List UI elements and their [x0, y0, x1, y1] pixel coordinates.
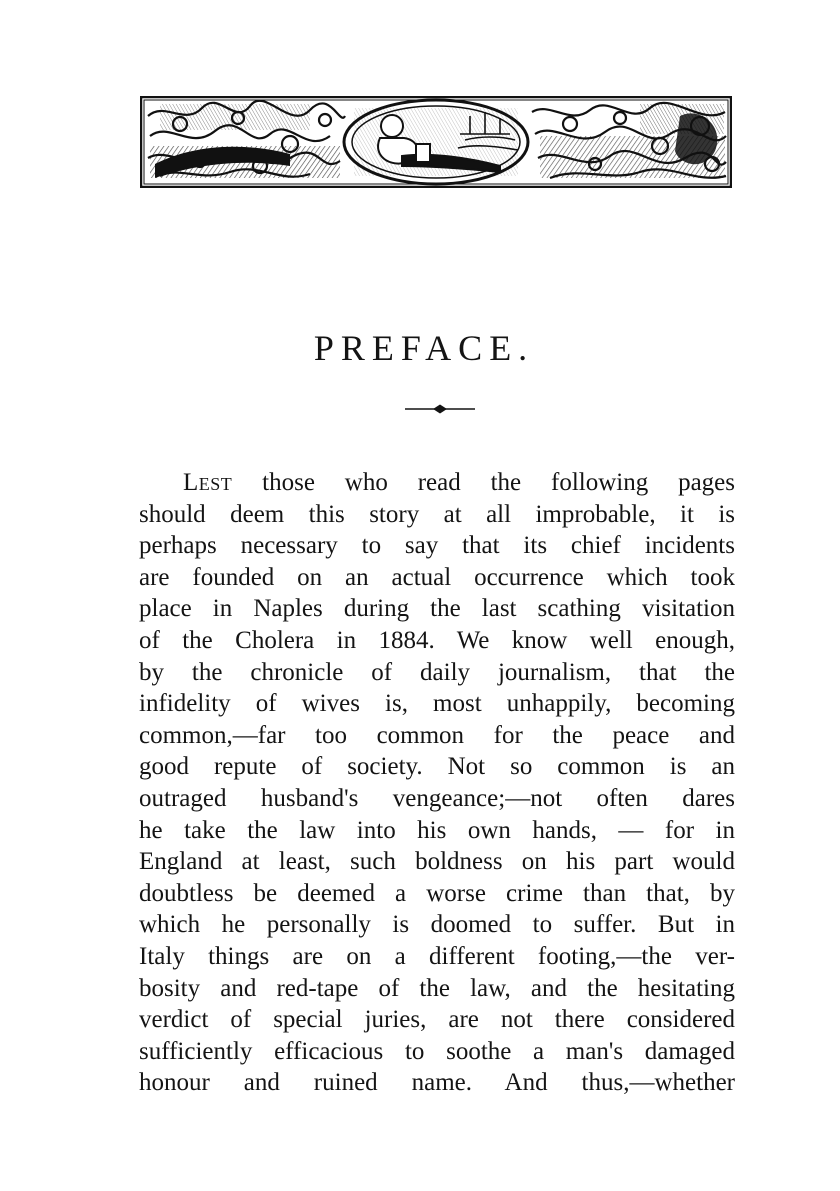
text-line: Italy things are on a different footing,—the ver- [139, 942, 735, 970]
text-line: which he personally is doomed to suffer. But in [139, 911, 735, 939]
preface-body [139, 467, 735, 1099]
text-line: infidelity of wives is, most unhappily, becoming [139, 690, 735, 718]
text-line: he take the law into his own hands, — for in [139, 816, 735, 844]
text-line: by the chronicle of daily journalism, that the [139, 658, 735, 686]
text-line: good repute of society. Not so common is an [139, 753, 735, 781]
paragraph-first-line [139, 467, 735, 499]
text-line: common,—far too common for the peace and [139, 721, 735, 749]
text-line: doubtless be deemed a worse crime than that, by [139, 879, 735, 907]
drop-word: Lest [183, 469, 233, 496]
text-line: verdict of special juries, are not there considered [139, 1006, 735, 1034]
text-line: perhaps necessary to say that its chief incidents [139, 532, 735, 560]
text-line: outraged husband's vengeance;—not often dares [139, 784, 735, 812]
decorative-headpiece [140, 96, 732, 188]
diamond-rule-ornament-icon [405, 402, 475, 416]
text-line: bosity and red-tape of the law, and the hesitating [139, 974, 735, 1002]
text-line: should deem this story at all improbable, it is [139, 500, 735, 528]
page-title: PREFACE. [313, 328, 535, 368]
text-line: sufficiently efficacious to soothe a man's damaged [139, 1037, 735, 1065]
text-line: are founded on an actual occurrence which took [139, 563, 735, 591]
text-line: honour and ruined name. And thus,—whether [139, 1069, 735, 1097]
text-line: place in Naples during the last scathing visitation [139, 595, 735, 623]
text-line: England at least, such boldness on his part would [139, 848, 735, 876]
headpiece-engraving-icon [140, 96, 732, 188]
first-line-text: those who read the following pages [232, 469, 735, 496]
text-line: of the Cholera in 1884. We know well enough, [139, 626, 735, 654]
